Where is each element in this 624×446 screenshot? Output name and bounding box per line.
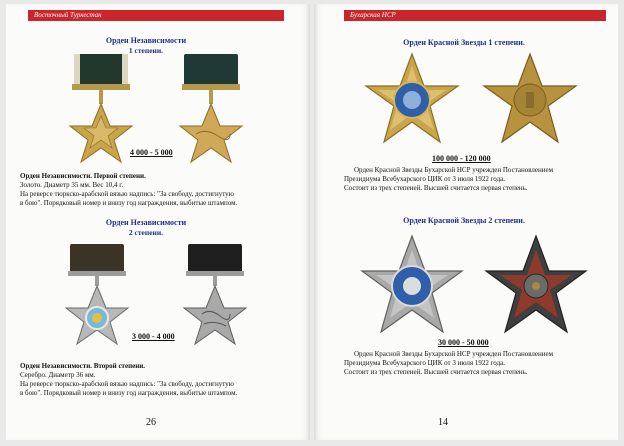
order-independence-1-subtitle: 1 степени. bbox=[128, 46, 164, 55]
order-independence-1-line3: в бою". Порядковый номер и внизу год награждения, выбитые штампом. bbox=[20, 199, 238, 207]
left-page-banner: Восточный Туркестан bbox=[28, 10, 284, 21]
order-independence-2-line3: в бою". Порядковый номер и внизу год награждения, выбитые штампом. bbox=[20, 389, 238, 397]
order-independence-1-line2: На реверсе тюркско-арабской вязью надпись: "За свободу, достигнутую bbox=[20, 190, 234, 198]
left-page bbox=[6, 4, 310, 440]
order-independence-1-price: 4 000 - 5 000 bbox=[130, 148, 173, 157]
medal-independence-2-reverse bbox=[180, 244, 250, 348]
medal-red-star-1-obverse bbox=[364, 52, 460, 148]
order-independence-2-heading: Орден Независимости. Второй степени. bbox=[20, 362, 146, 370]
order-independence-1-title: Орден Независимости bbox=[105, 36, 187, 45]
medal-independence-1-obverse bbox=[66, 54, 136, 166]
medal-red-star-2-reverse bbox=[484, 234, 588, 338]
order-independence-2-line1: Серебро. Диаметр 36 мм. bbox=[20, 371, 96, 379]
medal-red-star-2-obverse bbox=[360, 234, 464, 338]
order-independence-1-heading: Орден Независимости. Первой степени. bbox=[20, 172, 146, 180]
order-red-star-1-description bbox=[344, 166, 604, 193]
order-red-star-1-title: Орден Красной Звезды 1 степени. bbox=[403, 38, 525, 47]
order-red-star-2-price: 30 000 - 50 000 bbox=[438, 338, 489, 347]
order-independence-2-line2: На реверсе тюркско-арабской вязью надпись: "За свободу, достигнутую bbox=[20, 380, 234, 388]
medal-independence-2-obverse bbox=[62, 244, 132, 348]
right-page-number: 14 bbox=[438, 417, 448, 428]
order-red-star-1-line1: Орден Красной Звезды Бухарской НСР учрежден Постановлением bbox=[354, 166, 554, 174]
medal-independence-1-reverse bbox=[176, 54, 246, 166]
order-red-star-2-line2: Президиума Всебухарского ЦИК от 3 июля 1922 года. bbox=[344, 359, 506, 367]
order-independence-2-subtitle: 2 степени. bbox=[128, 228, 164, 237]
order-independence-1-line1: Золото. Диаметр 35 мм. Вес 10,4 г. bbox=[20, 181, 124, 189]
order-independence-2-description bbox=[20, 362, 300, 398]
right-page bbox=[314, 4, 618, 440]
order-independence-2-price: 3 000 - 4 000 bbox=[132, 332, 175, 341]
order-independence-2-title: Орден Независимости bbox=[105, 218, 187, 227]
medal-red-star-1-reverse bbox=[482, 52, 578, 148]
order-red-star-1-price: 100 000 - 120 000 bbox=[432, 154, 491, 163]
order-red-star-1-line2: Президиума Всебухарского ЦИК от 3 июля 1922 года. bbox=[344, 175, 506, 183]
order-red-star-2-line1: Орден Красной Звезды Бухарской НСР учрежден Постановлением bbox=[354, 350, 554, 358]
order-red-star-2-line3: Состоит из трех степеней. Высшей считается первая степень. bbox=[344, 368, 528, 376]
order-red-star-2-title: Орден Красной Звезды 2 степени. bbox=[403, 216, 525, 225]
order-red-star-1-line3: Состоит из трех степеней. Высшей считается первая степень. bbox=[344, 184, 528, 192]
left-page-number: 26 bbox=[146, 417, 156, 428]
right-page-banner: Бухарская НСР bbox=[344, 10, 606, 21]
order-independence-1-description bbox=[20, 172, 300, 208]
order-red-star-2-description bbox=[344, 350, 604, 377]
